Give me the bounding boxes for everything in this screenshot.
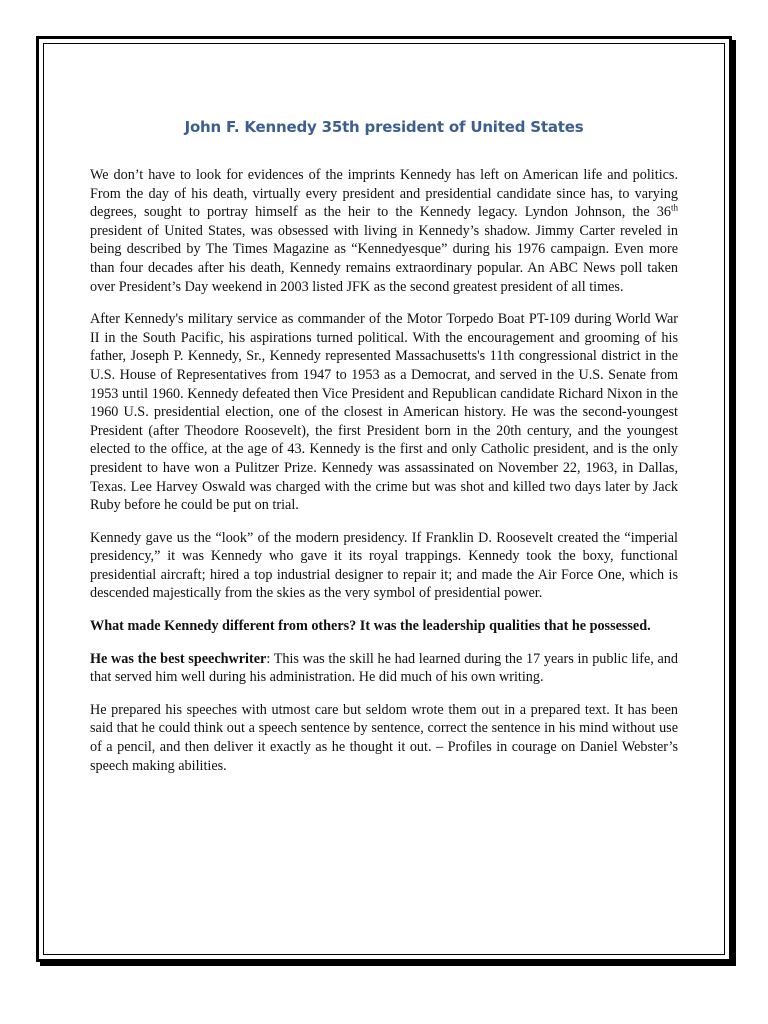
paragraph-career: After Kennedy's military service as commander of the Motor Torpedo Boat PT-109 during World War II in the South Pacific, his aspirations turned political. With the encouragement and grooming of his father, Joseph P. Kennedy, Sr., Kennedy represented Massachusetts's 11th congressional district in the U.S. House of Representatives from 1947 to 1953 as a Democrat, and served in the U.S. Senate from 1953 until 1960. Kennedy defeated then Vice President and Republican candidate Richard Nixon in the 1960 U.S. presidential election, one of the closest in American history. He was the second-youngest President (after Theodore Roosevelt), the first President born in the 20th century, and the youngest elected to the office, at the age of 43. Kennedy is the first and only Catholic president, and is the only president to have won a Pulitzer Prize. Kennedy was assassinated on November 22, 1963, in Dallas, Texas. Lee Harvey Oswald was charged with the crime but was shot and killed two days later by Jack Ruby before he could be put on trial. bbox=[90, 311, 678, 514]
document-title: John F. Kennedy 35th president of United States bbox=[184, 118, 584, 136]
paragraph-speechwriter bbox=[90, 650, 678, 687]
paragraph-speech-preparation: He prepared his speeches with utmost care but seldom wrote them out in a prepared text. It has been said that he could think out a speech sentence by sentence, correct the sentence in his mind without use of a pencil, and then deliver it exactly as he thought it out. – Profiles in courage on Daniel Webster’s speech making abilities. bbox=[90, 701, 678, 774]
speechwriter-text: : This was the skill he had learned during the 17 years in public life, and that served him well during his administration. He did much of his own writing. bbox=[90, 650, 678, 686]
paragraph-intro-text-2: president of United States, was obsessed with living in Kennedy’s shadow. Jimmy Carter reveled in being described by The Times Magazine as “Kennedyesque” during his 1976 campaign. Even more than four decades after his death, Kennedy remains extraordinary popular. An ABC News poll taken over President’s Day weekend in 2003 listed JFK as the second greatest president of all times. bbox=[90, 222, 678, 295]
ordinal-suffix: th bbox=[670, 202, 678, 213]
paragraph-leadership-question: What made Kennedy different from others? It was the leadership qualities that he possessed. bbox=[90, 618, 651, 635]
paragraph-intro-text-1: We don’t have to look for evidences of the imprints Kennedy has left on American life and politics. From the day of his death, virtually every president and presidential candidate since has, to varying degrees, sought to portray himself as the heir to the Kennedy legacy. Lyndon Johnson, the 36 bbox=[90, 167, 678, 221]
paragraph-modern-presidency: Kennedy gave us the “look” of the modern presidency. If Franklin D. Roosevelt created the “imperial presidency,” it was Kennedy who gave it its royal trappings. Kennedy took the boxy, functional presidential aircraft; hired a top industrial designer to repair it; and made the Air Force One, which is descended majestically from the skies as the very symbol of presidential power. bbox=[90, 529, 678, 602]
speechwriter-heading: He was the best speechwriter bbox=[90, 650, 267, 667]
paragraph-intro bbox=[90, 166, 678, 296]
document-body bbox=[90, 118, 678, 789]
